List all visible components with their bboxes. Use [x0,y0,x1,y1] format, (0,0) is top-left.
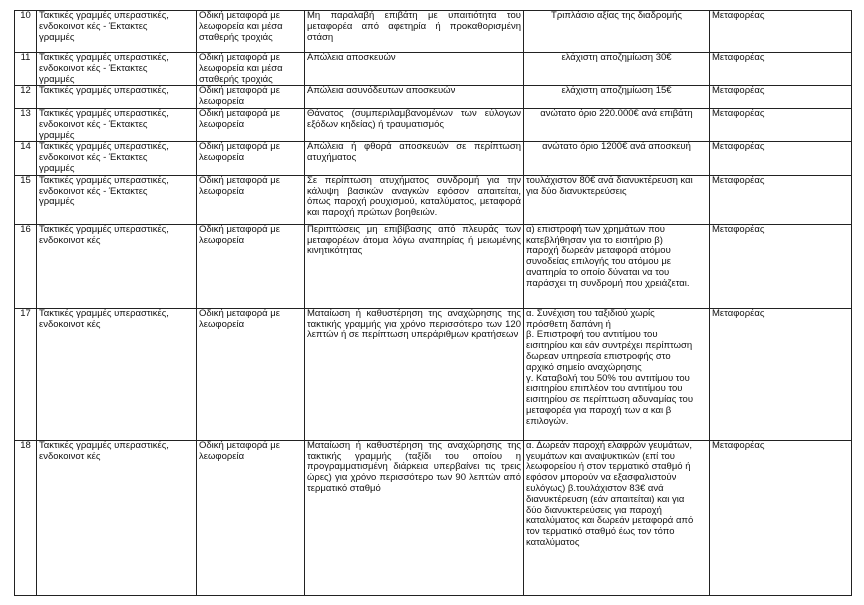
compensation-cell [524,86,710,109]
responsible-party-cell-text: Μεταφορέας [712,141,765,153]
table-row [15,142,852,175]
compensation-cell-text: τουλάχιστον 80€ ανά διανυκτέρευση και για δύο διανυκτερεύσεις [526,175,693,197]
row-number [15,175,37,224]
line-type-cell-text: Τακτικές γραμμές υπεραστικές, ενδοκοινοτ κές [39,440,169,462]
transport-mode-cell [197,53,305,86]
transport-mode-cell-text: Οδική μεταφορά με λεωφορεία [199,85,280,108]
case-description-cell [305,308,524,440]
transport-mode-cell-text: Οδική μεταφορά με λεωφορεία και μέσα σταθερής τροχιάς [199,10,283,43]
compensation-cell-text: ελάχιστη αποζημίωση 30€ [561,52,672,63]
row-number-text: 15 [20,175,31,186]
line-type-cell-text: Τακτικές γραμμές υπεραστικές, ενδοκοινοτ κές - Έκτακτες γραμμές [39,175,169,208]
transport-mode-cell [197,308,305,440]
case-description-cell [305,224,524,308]
compensation-cell [524,11,710,53]
line-type-cell [37,224,197,308]
compensation-cell-text: ελάχιστη αποζημίωση 15€ [561,85,672,97]
compensation-cell [524,108,710,141]
responsible-party-cell [710,11,852,53]
case-description-cell [305,86,524,109]
transport-mode-cell-text: Οδική μεταφορά με λεωφορεία [199,440,280,462]
responsible-party-cell [710,175,852,224]
transport-mode-cell-text: Οδική μεταφορά με λεωφορεία [199,141,280,164]
row-number [15,53,37,86]
transport-mode-cell [197,440,305,595]
responsible-party-cell [710,224,852,308]
case-description-cell [305,175,524,224]
compensation-cell-text: ανώτατο όριο 220.000€ ανά επιβάτη [540,108,693,119]
line-type-cell [37,440,197,595]
row-number-text: 17 [20,308,31,319]
row-number-text: 18 [20,440,31,451]
case-description-cell-text: Απώλεια ή φθορά αποσκευών σε περίπτωση ατυχήματος [307,141,521,164]
responsible-party-cell-text: Μεταφορέας [712,224,765,235]
row-number [15,86,37,109]
line-type-cell [37,11,197,53]
transport-mode-cell [197,175,305,224]
line-type-cell-text: Τακτικές γραμμές υπεραστικές, ενδοκοινοτ κές - Έκτακτες γραμμές [39,52,169,85]
line-type-cell-text: Τακτικές γραμμές υπεραστικές, ενδοκοινοτ κές - Έκτακτες γραμμές [39,10,169,43]
table-row [15,86,852,109]
line-type-cell-text: Τακτικές γραμμές υπεραστικές, ενδοκοινοτ κές - Έκτακτες γραμμές [39,108,169,141]
passenger-rights-table [14,10,852,596]
row-number [15,108,37,141]
line-type-cell-text: Τακτικές γραμμές υπεραστικές, ενδοκοινοτ κές - Έκτακτες γραμμές [39,141,169,174]
row-number-text: 10 [20,10,31,21]
case-description-cell-text: Ματαίωση ή καθυστέρηση της αναχώρησης της τακτικής γραμμής για χρόνο περισσότερο των 120 λεπτών ή σε περίπτωση υπεράριθμων κρατήσεων [307,308,521,341]
row-number [15,11,37,53]
table-row [15,175,852,224]
line-type-cell [37,86,197,109]
case-description-cell [305,53,524,86]
transport-mode-cell-text: Οδική μεταφορά με λεωφορεία [199,175,280,197]
row-number [15,440,37,595]
case-description-cell-text: Περιπτώσεις μη επιβίβασης από πλευράς των μεταφορέων άτομα λόγω αναπηρίας ή μειωμένης κινητικότητας [307,224,521,257]
compensation-cell [524,224,710,308]
case-description-cell [305,108,524,141]
responsible-party-cell [710,308,852,440]
line-type-cell [37,53,197,86]
responsible-party-cell [710,440,852,595]
transport-mode-cell [197,108,305,141]
responsible-party-cell-text: Μεταφορέας [712,440,765,451]
responsible-party-cell-text: Μεταφορέας [712,10,765,21]
case-description-cell [305,142,524,175]
transport-mode-cell [197,142,305,175]
row-number-text: 16 [20,224,31,235]
row-number-text: 11 [20,52,31,63]
transport-mode-cell [197,86,305,109]
case-description-cell-text: Απώλεια ασυνόδευτων αποσκευών [307,85,456,97]
transport-mode-cell [197,11,305,53]
case-description-cell-text: Σε περίπτωση ατυχήματος συνδρομή για την κάλυψη βασικών αναγκών εφόσον απαιτείται, όπως παροχή ρουχισμού, καταλύματος, μεταφορά και παροχή πρώτων βοηθειών. [307,175,521,219]
row-number-text: 12 [20,85,31,97]
responsible-party-cell-text: Μεταφορέας [712,108,765,119]
responsible-party-cell [710,86,852,109]
row-number-text: 13 [20,108,31,119]
case-description-cell-text: Απώλεια αποσκευών [307,52,396,63]
line-type-cell [37,142,197,175]
row-number-text: 14 [20,141,31,153]
responsible-party-cell [710,108,852,141]
case-description-cell [305,440,524,595]
compensation-cell-text: α. Δωρεάν παροχή ελαφρών γευμάτων, γευμάτων και αναψυκτικών (επί του λεωφορείου ή στον τερματικό σταθμό ή εφόσον μπορούν να εξασφαλιστούν ευλόγως) β.τουλάχιστον 83€ ανά διανυκτέρευση (εάν απαιτείται) και για δύο διανυκτερεύσεις για παροχή καταλύματος και δωρεάν μεταφορά από τον τερματικό σταθμό έως τον τόπο καταλύματος [526,440,694,548]
transport-mode-cell [197,224,305,308]
case-description-cell-text: Μη παραλαβή επιβάτη με υπαιτιότητα του μεταφορέα από αφετηρία ή προκαθορισμένη στάση [307,10,521,43]
compensation-cell-text: α. Συνέχιση του ταξιδιού χωρίς πρόσθετη δαπάνη ή β. Επιστροφή του αντιτίμου του εισιτηρίου και εάν συντρέχει περίπτωση δωρεαν υπηρεσία επιστροφής στο αρχικό σημείο αναχώρησης γ. Καταβολή του 50% του αντιτίμου του εισιτηρίου επιπλέον του αντιτίμου του εισιτηρίου σε περίπτωση αδυναμίας του μεταφορέα για παροχή των α και β επιλογών. [526,308,694,427]
case-description-cell-text: Θάνατος (συμπεριλαμβανομένων των εύλογων εξόδων κηδείας) ή τραυματισμός [307,108,521,130]
responsible-party-cell [710,142,852,175]
case-description-cell-text: Ματαίωση ή καθυστέρηση της αναχώρησης της τακτικής γραμμής (ταξίδι του οποίου η προγραμματισμένη διάρκεια υπερβαίνει τις τρεις ώρες) για χρόνο περισσότερο των 90 λεπτών από τερματικό σταθμό [307,440,521,494]
compensation-cell-text: Τριπλάσιο αξίας της διαδρομής [551,10,682,21]
table-row [15,440,852,595]
compensation-cell-text: ανώτατο όριο 1200€ ανά αποσκευή [542,141,691,153]
row-number [15,308,37,440]
table-row [15,53,852,86]
line-type-cell-text: Τακτικές γραμμές υπεραστικές, ενδοκοινοτ κές [39,224,169,246]
line-type-cell-text: Τακτικές γραμμές υπεραστικές, ενδοκοινοτ κές [39,308,169,330]
line-type-cell [37,108,197,141]
table-row [15,224,852,308]
table-row [15,11,852,53]
responsible-party-cell-text: Μεταφορέας [712,175,765,186]
transport-mode-cell-text: Οδική μεταφορά με λεωφορεία [199,224,280,246]
table-row [15,108,852,141]
transport-mode-cell-text: Οδική μεταφορά με λεωφορεία και μέσα σταθερής τροχιάς [199,52,283,85]
responsible-party-cell-text: Μεταφορέας [712,85,765,97]
transport-mode-cell-text: Οδική μεταφορά με λεωφορεία [199,308,280,330]
compensation-cell [524,175,710,224]
line-type-cell [37,308,197,440]
responsible-party-cell-text: Μεταφορέας [712,308,765,319]
row-number [15,142,37,175]
responsible-party-cell [710,53,852,86]
table-body [15,11,852,596]
compensation-cell [524,308,710,440]
line-type-cell-text: Τακτικές γραμμές υπεραστικές, [39,85,169,97]
case-description-cell [305,11,524,53]
table-row [15,308,852,440]
compensation-cell [524,142,710,175]
row-number [15,224,37,308]
line-type-cell [37,175,197,224]
responsible-party-cell-text: Μεταφορέας [712,52,765,63]
compensation-cell [524,53,710,86]
compensation-cell [524,440,710,595]
compensation-cell-text: α) επιστροφή των χρημάτων που κατεβλήθησαν για το εισιτήριο β) παροχή δωρεάν μεταφορά ατόμου συνοδείας επιλογής του ατόμου με αναπηρία το οποίο δύναται να του παράσχει τη συνδρομή που χρειάζεται. [526,224,690,289]
transport-mode-cell-text: Οδική μεταφορά με λεωφορεία [199,108,280,130]
